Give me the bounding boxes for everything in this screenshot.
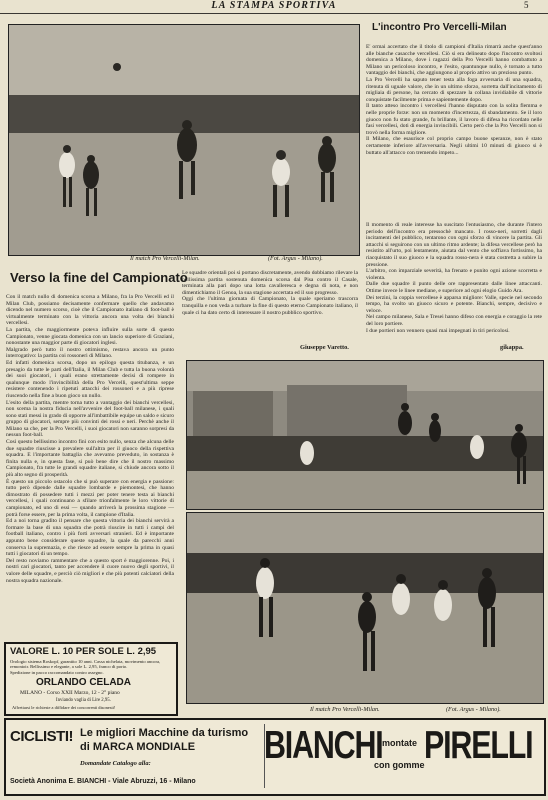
page-number: 5 — [524, 0, 529, 10]
photo-bottom-caption-right: (Fot. Argus - Milano). — [446, 706, 501, 713]
photo-top-caption-right: (Fot. Argus - Milano). — [268, 255, 323, 262]
ad-orlando-text-4: Affrettarsi le richieste a diffidare dei concorrenti disonesti! — [12, 705, 116, 710]
ad-brand-pirelli: PIRELLI — [424, 724, 533, 767]
match-photo-image — [187, 513, 543, 703]
ad-orlando-address: MILANO - Corso XXII Marzo, 12 - 2° piano — [20, 690, 120, 696]
ad-bianchi-pirelli — [4, 718, 546, 796]
ad-brand-bianchi: BIANCHI — [264, 724, 383, 767]
article-right-title: L'incontro Pro Vercelli-Milan — [372, 22, 507, 33]
ad-con-gomme: con gomme — [374, 760, 425, 770]
ad-bianchi-line-3: Società Anonima E. BIANCHI - Viale Abruzzi, 16 - Milano — [10, 778, 196, 785]
match-photo-image — [187, 361, 543, 509]
photo-middle — [186, 360, 544, 510]
ad-orlando-celada — [4, 642, 178, 716]
article-left-title: Verso la fine del Campionato — [10, 270, 188, 285]
article-left-col2: Le squadre orientali poi si portano discretamente, avendo dobbiamo rilevare la bellissima partita sostenuta domenica scorsa dal Pisa contro il Casale, terminata alla pari dopo una lotta cavalleresca e degna di nota, e non dimentichiamo il Genoa, la sua stagione accertata ed il suo progresso. Oggi che l'ultima giornata di Campionato, la quale speriamo trascorra tranquilla e non veda a turbare la fine di questo eterno Campionato italiano, il quale ci ha dato certo di interessare il nostro pubblico sportivo. — [182, 270, 358, 316]
newspaper-title: LA STAMPA SPORTIVA — [211, 0, 337, 11]
ad-bianchi-line-1: Le migliori Macchine da turismo di MARCA MONDIALE — [80, 727, 249, 753]
ad-orlando-headline: VALORE L. 10 PER SOLE L. 2,95 — [10, 646, 157, 657]
ad-ciclisti: CICLISTI! — [10, 728, 73, 745]
ad-orlando-text-3: Inviando vaglia di Lire 2,95. — [56, 698, 111, 703]
ad-orlando-name: ORLANDO CELADA — [36, 677, 131, 688]
match-photo-image — [9, 25, 359, 255]
article-right-signature: gikappa. — [500, 344, 524, 351]
ad-bianchi-line-2: Domandate Catalogo alla: — [80, 760, 151, 767]
article-right-body: E' ormai accertato che il titolo di campioni d'Italia rimarrà anche quest'anno alle bianche casacche vercellesi. Ciò si era delineato dopo l'incontro svoltosi domenica a Milano, dove i ragazzi della Pro Vercelli hanno combattuto a Milano un pericoloso incontro, e l'esito, quantunque nullo, è tornato a tutto vantaggio dei bianchi, che aggiungono al proprio attivo un prezioso punto. La Pro Vercelli ha saputo tener testa alla foga avversaria di una squadra, ritenuta di uguale valore, che in un ultimo sforzo, sorretta dall'incitamento di migliaia di persone, ha cercato di spezzare la collana invidiabile di vittorie conquistate facilmente prima e sapientemente dopo. Il tanto atteso incontro i vercellesi l'hanno disputato con la solita flemma e nelle proprie forze: non un momento d'incertezza, di sbandamento. Se il loro giuoco non fu stato grande, fu brillante, il lavoro di difesa ha ricordato nelle fasi vercellesi, doti di energia invincibili. Certo però che la Pro Vercelli non si trovò nella forma migliore. Il Milano, che esaurisce col proprio campo buone speranze, non è stato certamente inferiore all'avversaria. Negli ultimi 10 minuti di giuoco si è buttato all'attacco con tremendo impeto... — [366, 44, 542, 156]
article-left-body: Con il match nullo di domenica scorsa a Milano, fra la Pro Vercelli ed il Milan Club, possiamo decisamente confermare quello che andavamo dicendo nel numero scorso, cioè che il Campionato italiano di foot-ball è virtualmente terminato con la vittoria ancora una volta dei bianchi vercellesi. La partita, che maggiormente poteva influire sulla sorte di questo Campionato, venne giocata domenica con un lancio superiore di Graziani, nonostante una maggior parte di giocatori inglesi. Malgrado però tutto il nostro ottimismo, restava ancora un punto interrogativo: la partita coi rossoneri di Milano. Ed infatti domenica scorsa, dopo un epilogo questa titubanza, e un presagio da tutte le parti dell'Italia, il Milan Club e tutta la buona volontà dei suoi giocatori, i quali erano strettamente decisi di rompere in qualunque modo l'invincibilità della Pro Vercelli, quest'ultima seppe resistere contenendo i ripetuti attacchi dei rossoneri e a più riprese riuscendo nella fine a buon gioco un nullo. L'esito della partita, mentre torna tutto a vantaggio dei bianchi vercellesi, non scema la nostra fiducia nell'avvenire del foot-ball milanese, i quali sono stati messi in grado di opporre all'imbattibile equipe un saldo e sicuro gruppo di giocatori, sempre più convinti dei rossi e neri. Perchè anche il Milano sa che, per la Pro Vercelli, i suoi giocatori non saranno sorpresi da nessun foot-ball. Così questo bellissimo incontro finì con esito nullo, senza che alcuna delle due squadre riuscisse a prevalere sull'altra per il giuoco della rispettiva squadra. E l'importante battaglia che avevamo preveduto, in sostanza è finita nulla e, in questa fase, si può bene dire che il nostro massimo Campionato, fra tutte le grandi squadre italiane, si chiude ancora sotto il più alto segno di prosperità. È questo un piccolo ostacolo che si può superare con energia e passione: tutto però dipende dalle squadre lombarde e piemontesi, che hanno dimostrato di possedere tutti i mezzi per poter tenere testa ai bianchi vercellesi, i quali continuano a sfilare trionfalmente le loro vittorie di campionato, ed uno di essi — quando arriverà la prossima stagione — potrà forse essere, per la prima volta, il campione d'Italia. Ed a noi torna gradito il pensare che questa vittoria dei bianchi servirà a formare la base di una squadra che potrà riuscire in tutti i campi del football italiano, contro i più forti avversari stranieri. Ed è importante appunto bene considerare queste squadre, la quale da parecchi anni conserva la supremazia, e che riesce ad essere sempre la prima in quasi tutti i giocatori di un tempo. Del resto noviamo rammentare che a questo sport è maggiorenne. Poi, i nostri cari giocatori, tanto per accendere il cuore nuovo degli sportivi, il valore delle squadre, e perciò ciò migliori e che più potenti calciatori della nostra squadra nazionale. — [6, 294, 174, 584]
ad-orlando-text-2: Spedizione in pacco raccomandato contro assegno. — [10, 670, 104, 675]
photo-top — [8, 24, 360, 256]
ad-montate: montate — [382, 738, 418, 748]
photo-bottom — [186, 512, 544, 704]
article-right-body-2: Il momento di reale interesse ha suscitato l'entusiasmo, che durante l'intero periodo dell'incontro era pressochè mancato. I rosso-neri, sorretti dagli incitamenti del pubblico, tentarono con ogni sforzo di vincere la partita. Gli attacchi si seguirono con un ultimo ritmo ardente; la difesa vercellese però ha resistito all'urto, poi lentamente, aiutata dal vento che soffiava fortissimo, ha riacquistato il suo giuoco e la squadra rosso-nera è stata costretta a subire la pressione. L'arbitro, con imparziale severità, ha frenato e punito ogni azione scorretta e violenta. Dalle due squadre il punto delle ore rappresentato dalle linee attaccanti. Ottime invece le linee mediane, e superiore ad ogni elogio Guido Ara. Dei terzini, la coppia vercellese è apparsa migliore: Valle, specie nel secondo tempo, ha svolto un giuoco sicuro e potente. Bianchi, sempre, decisivo e veloce. Nel campo milanese, Sala e Tresei hanno difeso con energia e coraggio la rete del loro portiere. I due portieri non vennero quasi mai impegnati in tiri pericolosi. — [366, 222, 542, 334]
photo-bottom-caption-left: Il match Pro Vercelli-Milan. — [310, 706, 380, 713]
photo-top-caption-left: Il match Pro Vercelli-Milan. — [130, 255, 200, 262]
ad-orlando-text-1: Orologio sistema Roskopf, garantito 10 anni. Cassa nichelata, movimento ancora, remontoir. Bellissimo e elegante, a sole L. 2,95, franco di porto. — [10, 659, 161, 670]
article-left-signature: Giuseppe Varetto. — [300, 344, 349, 351]
